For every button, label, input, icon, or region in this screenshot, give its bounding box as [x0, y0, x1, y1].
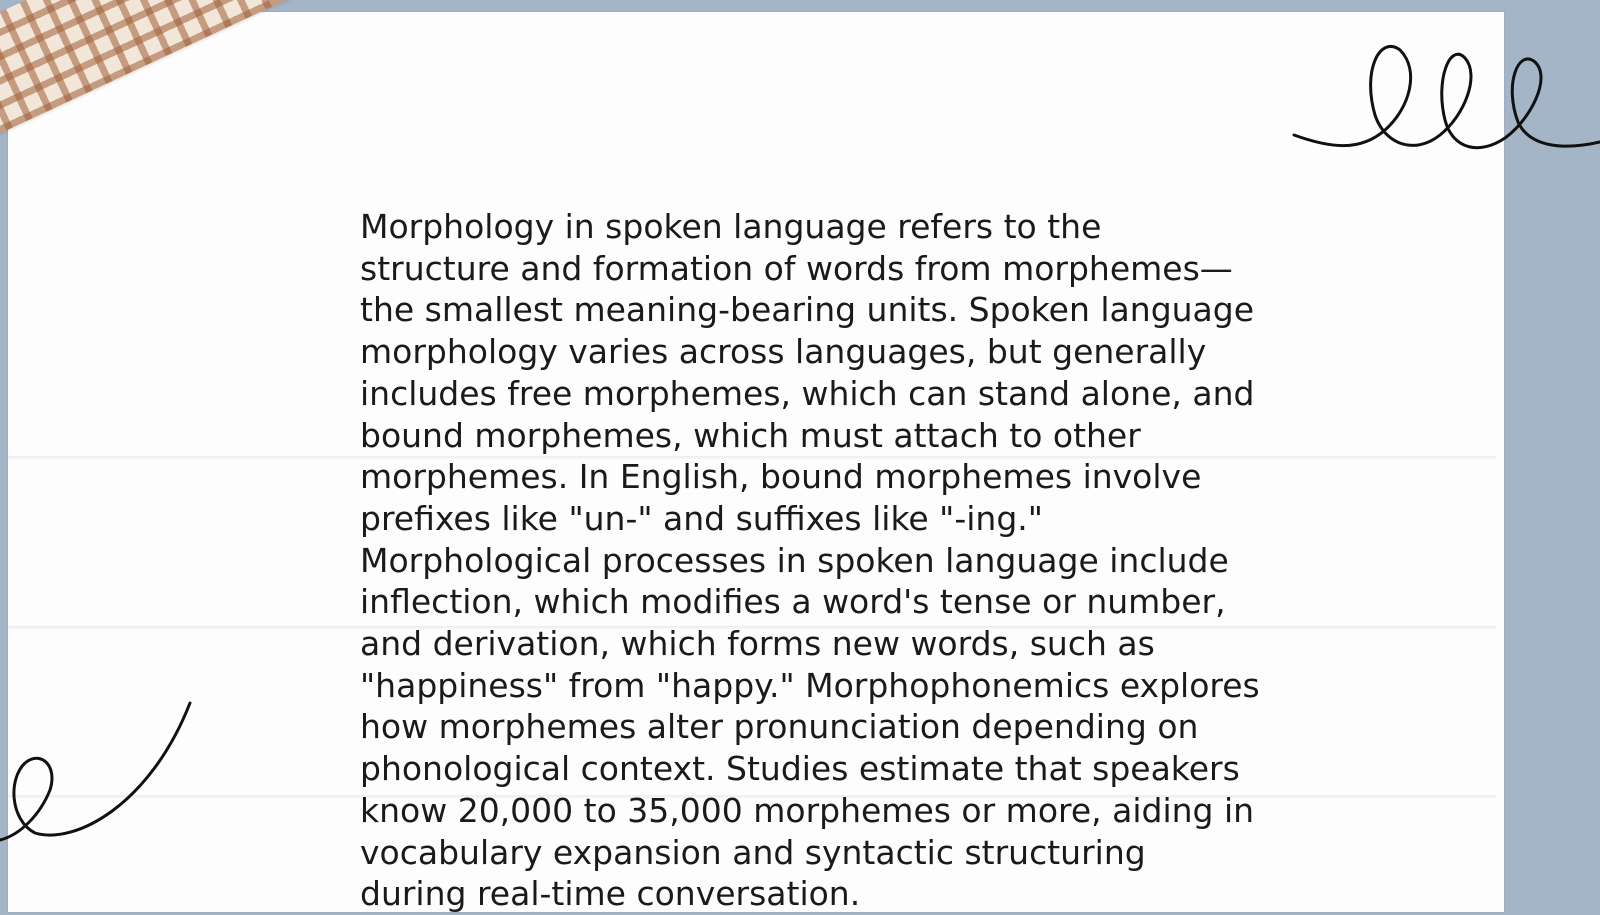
- check-swirl-icon: [0, 695, 200, 855]
- loop-squiggle-icon: [1290, 30, 1600, 170]
- body-paragraph: Morphology in spoken language refers to the structure and formation of words from morphemes—the smallest meaning-bearing units. Spoken language morphology varies across languages, but generally includes free morphemes, which can stand alone, and bound morphemes, which must attach to other morphemes. In English, bound morphemes involve prefixes like "un-" and suffixes like "-ing." Morphological processes in spoken language include inflection, which modifies a word's tense or number, and derivation, which forms new words, such as "happiness" from "happy." Morphophonemics explores how morphemes alter pronunciation depending on phonological context. Studies estimate that speakers know 20,000 to 35,000 morphemes or more, aiding in vocabulary expansion and syntactic structuring during real-time conversation.: [360, 207, 1260, 914]
